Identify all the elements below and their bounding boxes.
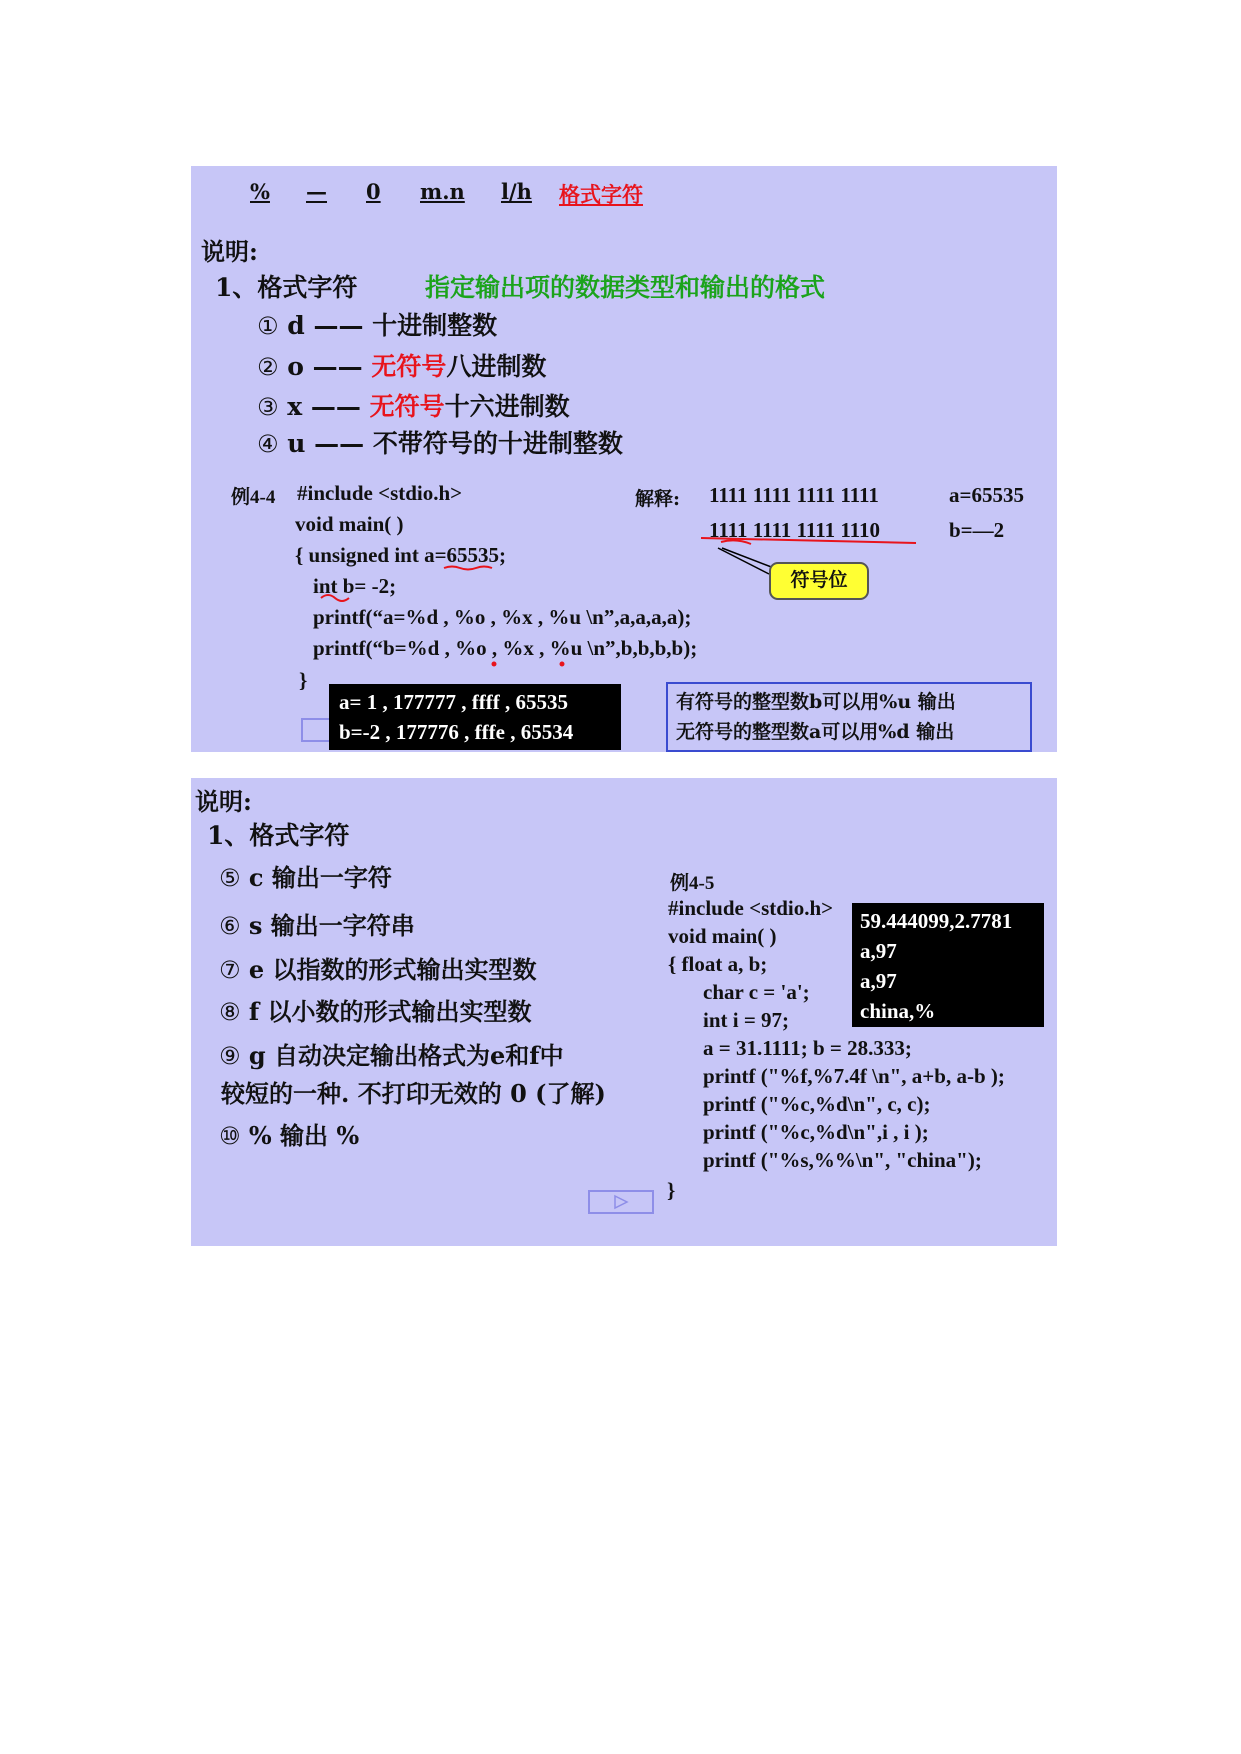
output-line: b=-2 , 177776 , fffe , 65534 [339, 720, 574, 744]
code-line: printf ("%f,%7.4f \n", a+b, a-b ); [703, 1064, 1005, 1088]
list-item [219, 992, 532, 1027]
binary-b: 1111 1111 1111 1110 [709, 518, 881, 542]
code-line: void main( ) [668, 924, 777, 948]
header-minus: — [306, 179, 327, 204]
list-item [219, 1116, 359, 1151]
header-mn: m.n [420, 179, 465, 204]
code-line: int b= -2; [313, 574, 397, 598]
header-lh: l/h [501, 179, 532, 204]
list-item-continued [221, 1074, 606, 1109]
program-output-1 [329, 684, 621, 750]
code-line: int i = 97; [703, 1008, 790, 1032]
circled-number: ③ [257, 393, 279, 421]
list-text: 十进制整数 [372, 311, 498, 340]
item1-description: 指定输出项的数据类型和输出的格式 [425, 273, 826, 302]
output-line: china,% [860, 999, 936, 1023]
slide2-title: 说明: [195, 787, 252, 816]
note-line: 无符号的整型数a可以用%d 输出 [676, 721, 955, 743]
code-line: char c = 'a'; [703, 980, 810, 1004]
code-line: #include <stdio.h> [668, 896, 834, 920]
output-line: a,97 [860, 939, 897, 963]
circled-number: ④ [257, 430, 279, 458]
list-item [219, 858, 392, 893]
red-text: 无符号 [371, 352, 447, 381]
code-line: a = 31.1111; b = 28.333; [703, 1036, 912, 1060]
value-b: b=—2 [949, 518, 1005, 542]
list-text: 不带符号的十进制整数 [372, 429, 623, 458]
slide-nav-button[interactable] [588, 1190, 654, 1214]
red-annotations [191, 166, 1057, 752]
binary-a: 1111 1111 1111 1111 [709, 483, 879, 507]
circled-number: ⑨ [219, 1042, 241, 1070]
header-format-char: 格式字符 [559, 182, 643, 207]
circled-number: ① [257, 312, 279, 340]
list-text: 较短的一种. 不打印无效的 0 (了解) [221, 1079, 606, 1108]
circled-number: ⑦ [219, 956, 241, 984]
circled-number: ⑤ [219, 864, 241, 892]
dash: —— [314, 429, 365, 458]
item1-heading: 1、格式字符 [215, 273, 358, 302]
example-label-2: 例4-5 [670, 873, 715, 894]
note-line: 有符号的整型数b可以用%u 输出 [676, 691, 956, 713]
output-line: a,97 [860, 969, 897, 993]
slide-format-chars-2 [191, 778, 1057, 1246]
list-text: g 自动决定输出格式为e和f中 [248, 1041, 564, 1070]
code-line: } [667, 1178, 676, 1202]
code-line: printf ("%c,%d\n", c, c); [703, 1092, 931, 1116]
output-line: a= 1 , 177777 , ffff , 65535 [339, 690, 568, 714]
note-box [666, 682, 1032, 752]
list-item [219, 906, 415, 941]
list-text: f 以小数的形式输出实型数 [248, 997, 532, 1026]
code-line: } [299, 668, 308, 692]
list-item [219, 950, 537, 985]
list-text: 十六进制数 [444, 392, 570, 421]
list-text: % 输出 % [248, 1121, 360, 1150]
circled-number: ⑧ [219, 998, 241, 1026]
list-item [219, 1036, 564, 1071]
value-a: a=65535 [949, 483, 1024, 507]
example-label: 例4-4 [231, 487, 276, 508]
item1-heading-2: 1、格式字符 [207, 821, 350, 850]
format-code: d [287, 311, 305, 340]
list-text: c 输出一字符 [248, 863, 392, 892]
header-zero: 0 [366, 179, 381, 204]
program-output-2 [852, 903, 1044, 1027]
dash: —— [310, 392, 361, 421]
red-text: 无符号 [369, 392, 445, 421]
sign-bit-callout: 符号位 [769, 562, 869, 600]
code-line: printf ("%s,%%\n", "china"); [703, 1148, 982, 1172]
code-line: printf(“b=%d , %o , %x , %u \n”,b,b,b,b); [313, 636, 698, 660]
explain-label: 解释: [635, 488, 681, 510]
code-line: void main( ) [295, 512, 404, 536]
slide-format-chars-1 [191, 166, 1057, 752]
play-icon [590, 1192, 652, 1212]
circled-number: ② [257, 353, 279, 381]
dash: —— [313, 311, 364, 340]
format-code: u [287, 429, 306, 458]
format-code: x [287, 392, 303, 421]
circled-number: ⑩ [219, 1122, 241, 1150]
code-line: { float a, b; [668, 952, 768, 976]
code-line: { unsigned int a=65535; [295, 543, 507, 567]
code-line: printf ("%c,%d\n",i , i ); [703, 1120, 929, 1144]
list-text: s 输出一字符串 [248, 911, 415, 940]
circled-number: ⑥ [219, 912, 241, 940]
output-line: 59.444099,2.7781 [860, 909, 1013, 933]
header-percent: % [250, 179, 270, 204]
code-line: #include <stdio.h> [297, 481, 463, 505]
code-line: printf(“a=%d , %o , %x , %u \n”,a,a,a,a); [313, 605, 692, 629]
list-text: 八进制数 [446, 352, 547, 381]
format-code: o [287, 352, 304, 381]
slide1-title: 说明: [201, 237, 258, 266]
dash: —— [312, 352, 363, 381]
list-text: e 以指数的形式输出实型数 [248, 955, 537, 984]
